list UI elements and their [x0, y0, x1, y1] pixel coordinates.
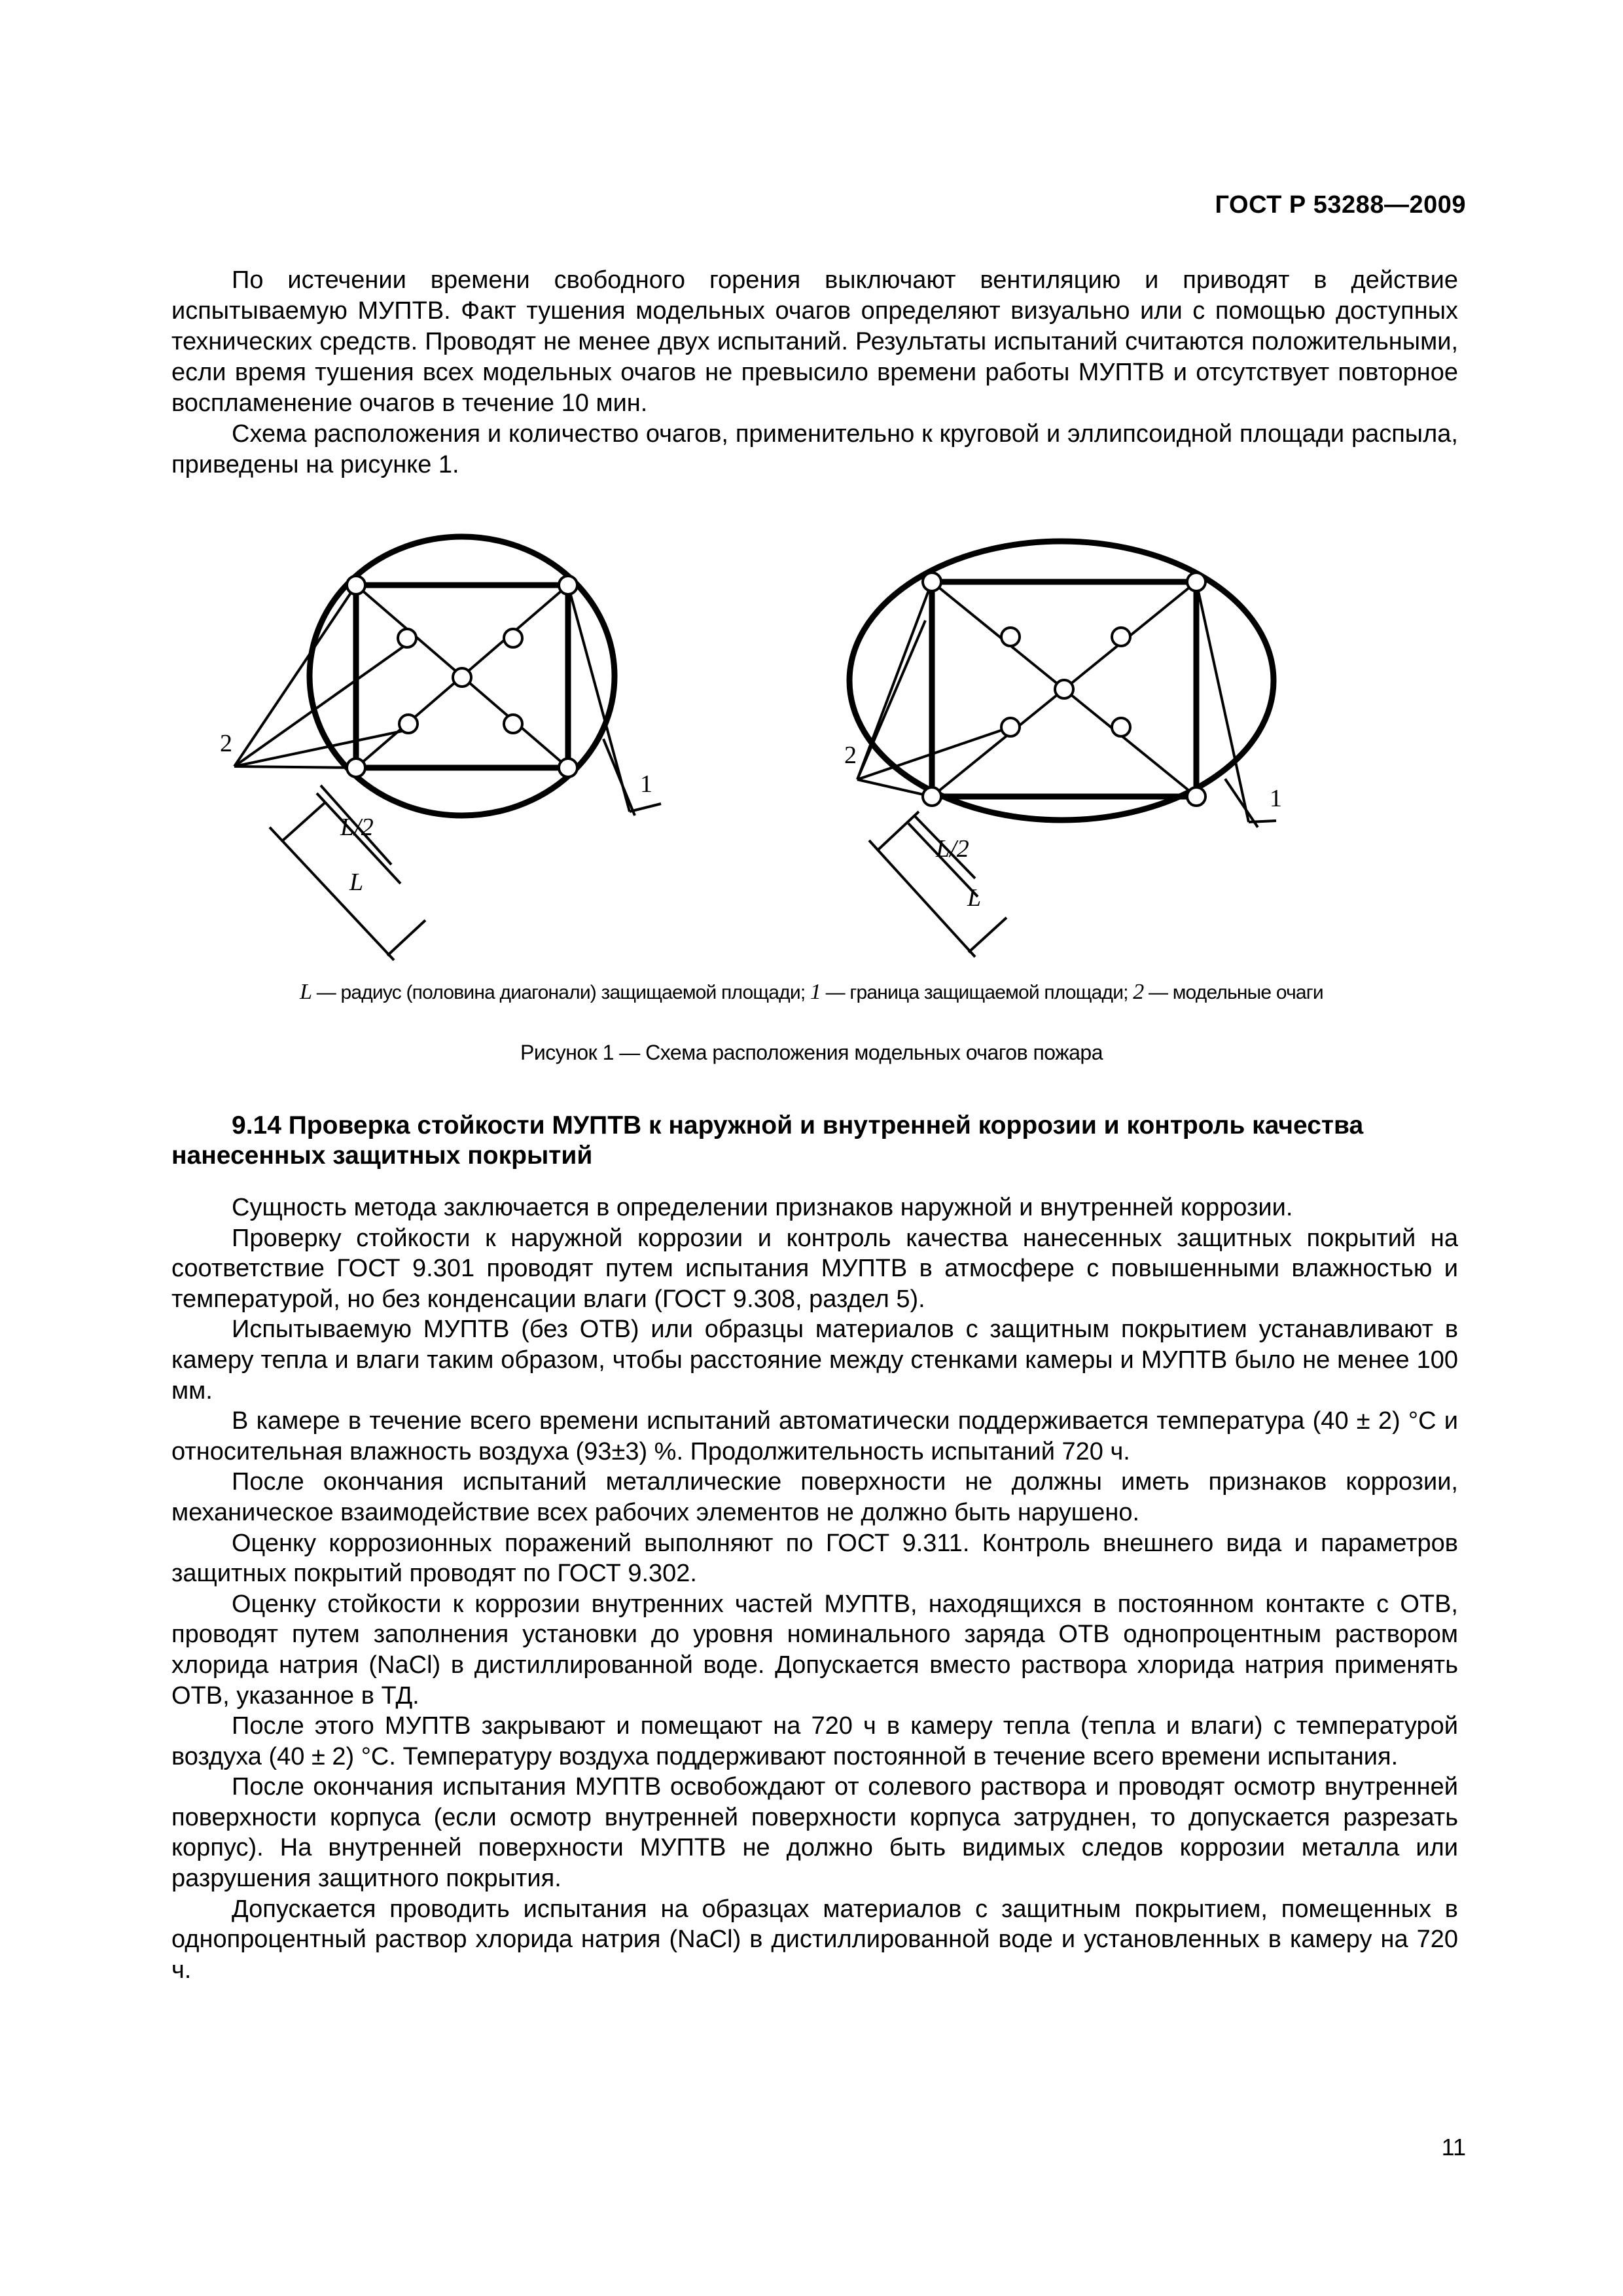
label-fire-sources-right: 2 — [844, 742, 857, 769]
label-boundary-right: 1 — [1270, 785, 1282, 812]
paragraph: После окончания испытания МУПТВ освобождают от солевого раствора и проводят осмотр внутренней поверхности корпуса (если осмотр внутренней поверхности корпуса затруднен, то допускается разрезать корпус). На внутренней поверхности МУПТВ не должно быть видимых следов коррозии металла или разрушения защитного покрытия. — [171, 1773, 1458, 1893]
section-title: Проверка стойкости МУПТВ к наружной и внутренней коррозии и контроль качества нанесенных защитных покрытий — [171, 1111, 1364, 1170]
label-half-radius-left: L/2 — [340, 814, 374, 841]
document-code: ГОСТ Р 53288—2009 — [1215, 191, 1466, 219]
label-boundary-left: 1 — [640, 770, 652, 798]
page-number: 11 — [1441, 2134, 1466, 2161]
fire-layout-diagram — [0, 524, 1623, 969]
legend-text: — радиус (половина диагонали) защищаемой площади; — [312, 982, 810, 1003]
legend-symbol: L — [300, 980, 312, 1004]
section-heading — [171, 1111, 1458, 1171]
paragraph: Проверку стойкости к наружной коррозии и контроль качества нанесенных защитных покрытий на соответствие ГОСТ 9.301 проводят путем испытания МУПТВ в атмосфере с повышенными влажностью и температурой, но без конденсации влаги (ГОСТ 9.308, раздел 5). — [171, 1224, 1458, 1313]
legend-text: — граница защищаемой площади; — [821, 982, 1133, 1003]
paragraph: Испытываемую МУПТВ (без ОТВ) или образцы материалов с защитным покрытием устанавливают в камеру тепла и влаги таким образом, чтобы расстояние между стенками камеры и МУПТВ было не менее 100 мм. — [171, 1316, 1458, 1405]
paragraph: Оценку коррозионных поражений выполняют по ГОСТ 9.311. Контроль внешнего вида и параметров защитных покрытий проводят по ГОСТ 9.302. — [171, 1529, 1458, 1588]
label-fire-sources-left: 2 — [220, 730, 232, 757]
paragraph: Допускается проводить испытания на образцах материалов с защитным покрытием, помещенных в однопроцентный раствор хлорида натрия (NaCl) в дистиллированной воде и установленных в камеру на 720 ч. — [171, 1895, 1458, 1984]
figure-legend — [0, 980, 1623, 1005]
label-radius-left: L — [349, 869, 364, 896]
paragraph: После окончания испытаний металлические поверхности не должны иметь признаков коррозии, механическое взаимодействие всех рабочих элементов не должно быть нарушено. — [171, 1468, 1458, 1526]
section-body — [171, 1193, 1458, 1985]
intro-text — [171, 265, 1458, 480]
label-radius-right: L — [967, 884, 982, 912]
paragraph: По истечении времени свободного горения выключают вентиляцию и приводят в действие испытываемую МУПТВ. Факт тушения модельных очагов определяют визуально или с помощью доступных технических средств. Проводят не менее двух испытаний. Результаты испытаний считаются положительными, если время тушения всех модельных очагов не превысило времени работы МУПТВ и отсутствует повторное воспламенение очагов в течение 10 мин. — [171, 266, 1458, 417]
paragraph: После этого МУПТВ закрывают и помещают на 720 ч в камеру тепла (тепла и влаги) с температурой воздуха (40 ± 2) °С. Температуру воздуха поддерживают постоянной в течение всего времени испытания. — [171, 1712, 1458, 1770]
paragraph: Схема расположения и количество очагов, применительно к круговой и эллипсоидной площади распыла, приведены на рисунке 1. — [171, 420, 1458, 478]
paragraph: Оценку стойкости к коррозии внутренних частей МУПТВ, находящихся в постоянном контакте с ОТВ, проводят путем заполнения установки до уровня номинального заряда ОТВ однопроцентным раствором хлорида натрия (NaCl) в дистиллированной воде. Допускается вместо раствора хлорида натрия применять ОТВ, указанное в ТД. — [171, 1590, 1458, 1710]
paragraph: Сущность метода заключается в определении признаков наружной и внутренней коррозии. — [232, 1194, 1293, 1221]
legend-text: — модельные очаги — [1143, 982, 1323, 1003]
figure-caption: Рисунок 1 — Схема расположения модельных очагов пожара — [520, 1041, 1103, 1064]
legend-symbol: 2 — [1133, 980, 1144, 1004]
section-number: 9.14 — [232, 1111, 281, 1139]
label-half-radius-right: L/2 — [936, 835, 969, 863]
legend-symbol: 1 — [810, 980, 821, 1004]
paragraph: В камере в течение всего времени испытаний автоматически поддерживается температура (40 ± 2) °С и относительная влажность воздуха (93±3) %. Продолжительность испытаний 720 ч. — [171, 1407, 1458, 1465]
